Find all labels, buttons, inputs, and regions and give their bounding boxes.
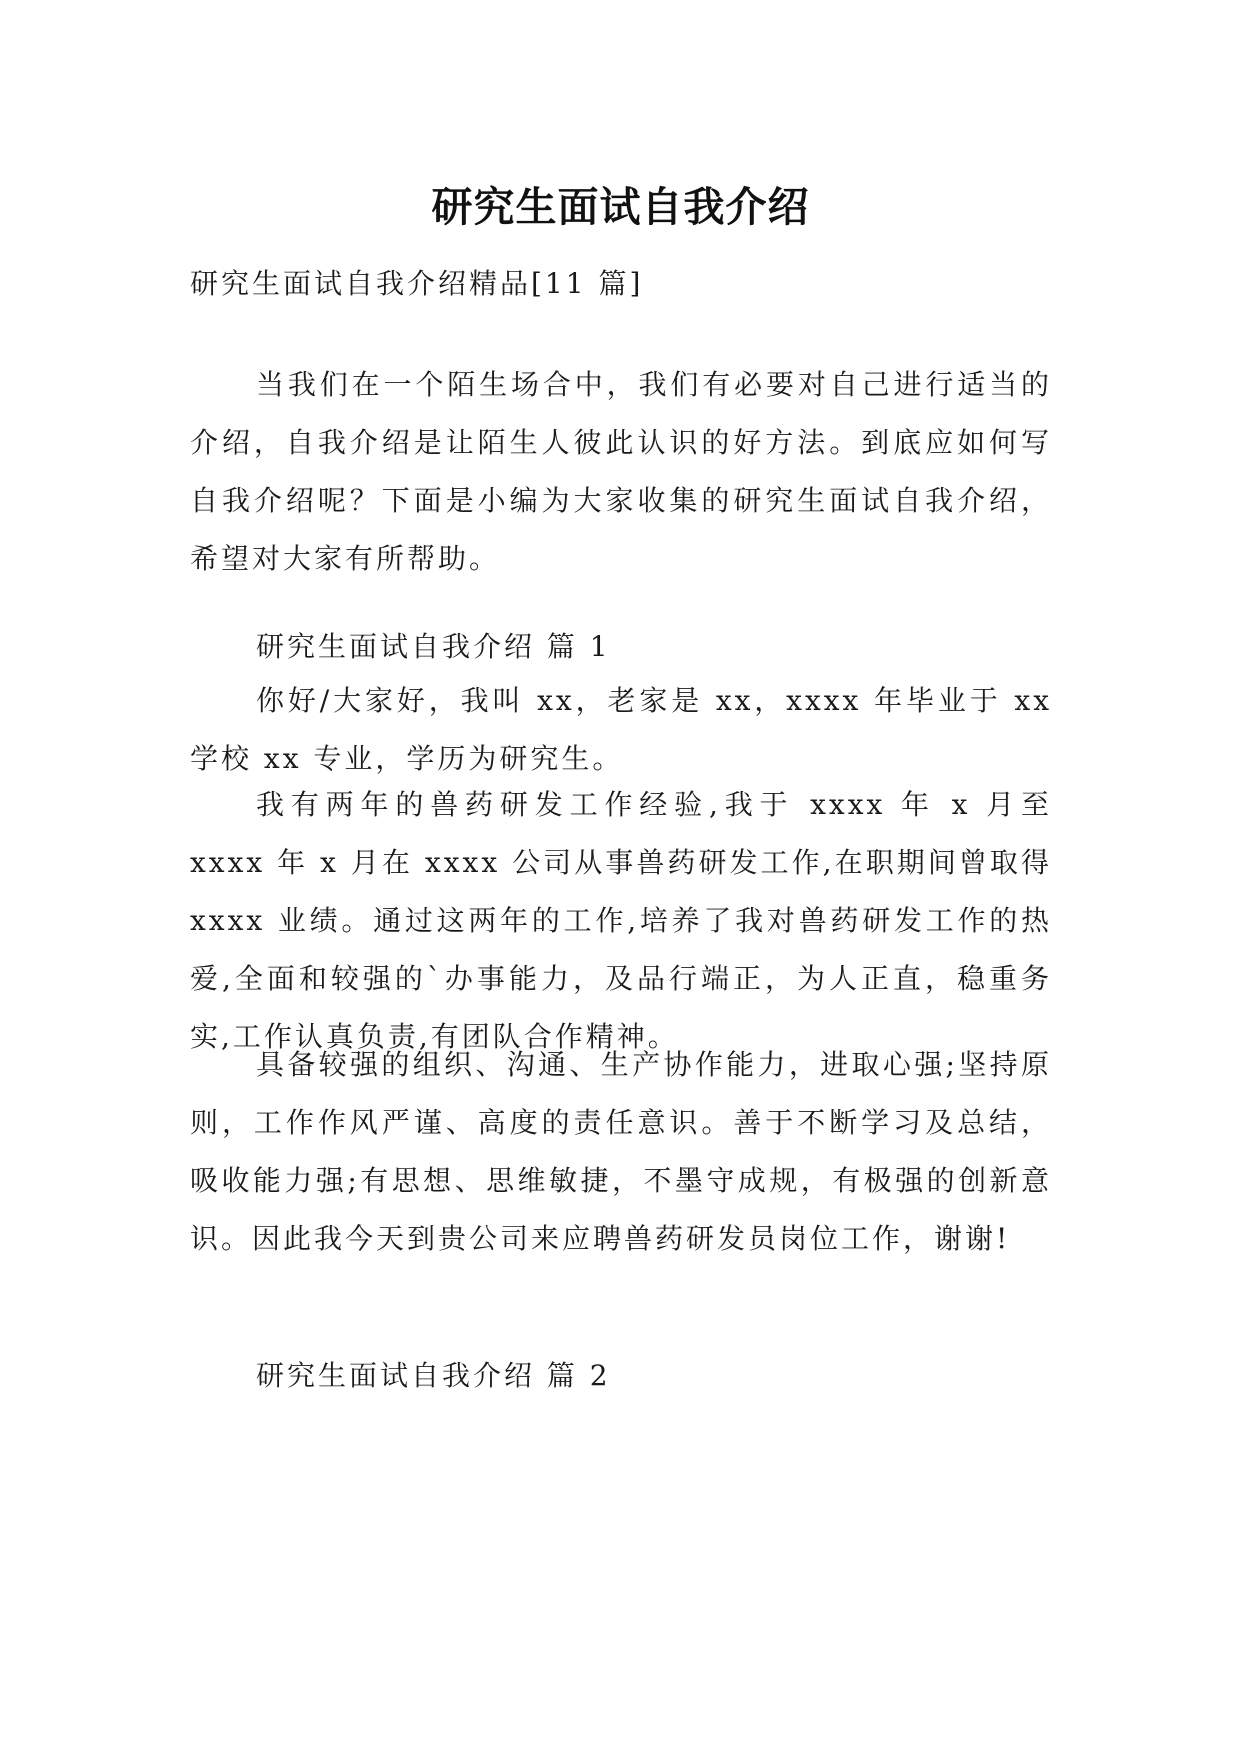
intro-paragraph: 当我们在一个陌生场合中，我们有必要对自己进行适当的介绍，自我介绍是让陌生人彼此认识的好方法。到底应如何写自我介绍呢？下面是小编为大家收集的研究生面试自我介绍，希望对大家有所帮助。 (190, 368, 1052, 575)
section-1-paragraph-1: 你好/大家好，我叫 xx，老家是 xx，xxxx 年毕业于 xx 学校 xx 专业，学历为研究生。 (190, 684, 1052, 775)
section-1-paragraph-2: 我有两年的兽药研发工作经验,我于 xxxx 年 x 月至 xxxx 年 x 月在 xxxx 公司从事兽药研发工作,在职期间曾取得 xxxx 业绩。通过这两年的工作,培养了我对兽药研发工作的热爱,全面和较强的`办事能力，及品行端正，为人正直，稳重务实,工作认真负责,有团队合作精神。 (190, 788, 1052, 1053)
section-1-paragraph-3: 具备较强的组织、沟通、生产协作能力，进取心强;坚持原则，工作作风严谨、高度的责任意识。善于不断学习及总结，吸收能力强;有思想、思维敏捷，不墨守成规，有极强的创新意识。因此我今天到贵公司来应聘兽药研发员岗位工作，谢谢! (190, 1048, 1052, 1255)
document-subtitle: 研究生面试自我介绍精品[11 篇] (190, 267, 644, 300)
section-heading-1: 研究生面试自我介绍 篇 1 (256, 630, 611, 663)
section-heading-2: 研究生面试自我介绍 篇 2 (256, 1359, 611, 1392)
document-title: 研究生面试自我介绍 (431, 183, 810, 232)
